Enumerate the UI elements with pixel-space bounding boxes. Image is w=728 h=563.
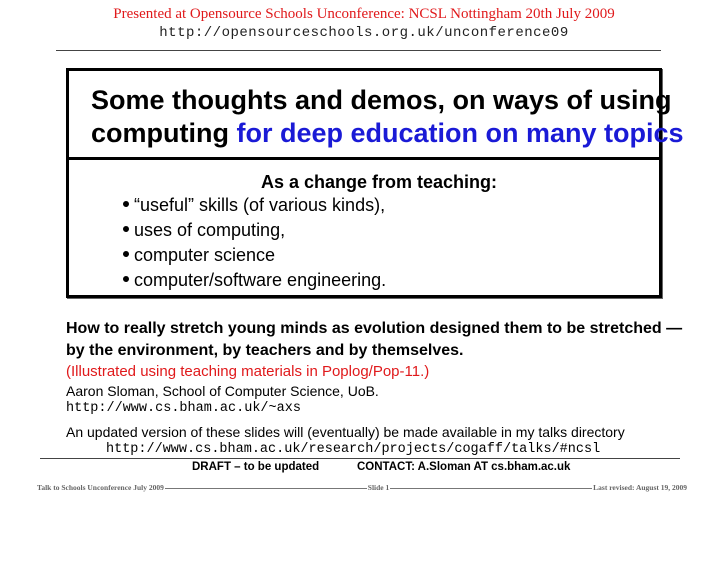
footer-divider [40, 458, 680, 459]
updated-note: An updated version of these slides will (eventually) be made available in my talks directory [66, 424, 625, 440]
bullet-list [123, 193, 386, 293]
illustrated-note: (Illustrated using teaching materials in Poplog/Pop-11.) [66, 363, 430, 380]
slide-title-line2 [91, 118, 684, 149]
last-revised: Last revised: August 19, 2009 [593, 483, 687, 492]
header-divider [56, 50, 661, 51]
draft-note: DRAFT – to be updated [192, 461, 320, 473]
event-url[interactable]: http://opensourceschools.org.uk/unconference09 [159, 25, 569, 41]
slide-title-line1: Some thoughts and demos, on ways of using [91, 85, 672, 115]
contact-note: CONTACT: A.Sloman AT cs.bham.ac.uk [357, 461, 571, 473]
title-box [66, 68, 684, 298]
slide-body [66, 318, 682, 459]
bullet-icon [123, 276, 129, 282]
bullet-icon [123, 201, 129, 207]
list-item: computer/software engineering. [123, 268, 386, 293]
title-black-part: computing [91, 118, 229, 148]
footer-rule-left [165, 488, 367, 489]
title-blue-part: for deep education on many topics [236, 118, 684, 148]
bullet-icon [123, 251, 129, 257]
stretch-line-1: How to really stretch young minds as evolution designed them to be stretched — [66, 320, 683, 337]
author-url-link[interactable]: http://www.cs.bham.ac.uk/~axs [66, 401, 301, 416]
event-header: Presented at Opensource Schools Unconference: NCSL Nottingham 20th July 2009 [113, 6, 615, 22]
bullet-icon [123, 226, 129, 232]
slide-footer [37, 483, 687, 492]
slide-number: Slide 1 [367, 483, 390, 492]
stretch-line-2: by the environment, by teachers and by themselves. [66, 342, 464, 359]
list-item: “useful” skills (of various kinds), [123, 193, 386, 218]
list-item: computer science [123, 243, 386, 268]
author-line: Aaron Sloman, School of Computer Science, UoB. [66, 383, 379, 399]
talk-name: Talk to Schools Unconference July 2009 [37, 483, 164, 492]
title-separator [69, 157, 659, 160]
talks-url-link[interactable]: http://www.cs.bham.ac.uk/research/projects/cogaff/talks/#ncsl [106, 442, 601, 457]
list-item: uses of computing, [123, 218, 386, 243]
change-heading: As a change from teaching: [260, 172, 498, 192]
footer-rule-right [390, 488, 592, 489]
